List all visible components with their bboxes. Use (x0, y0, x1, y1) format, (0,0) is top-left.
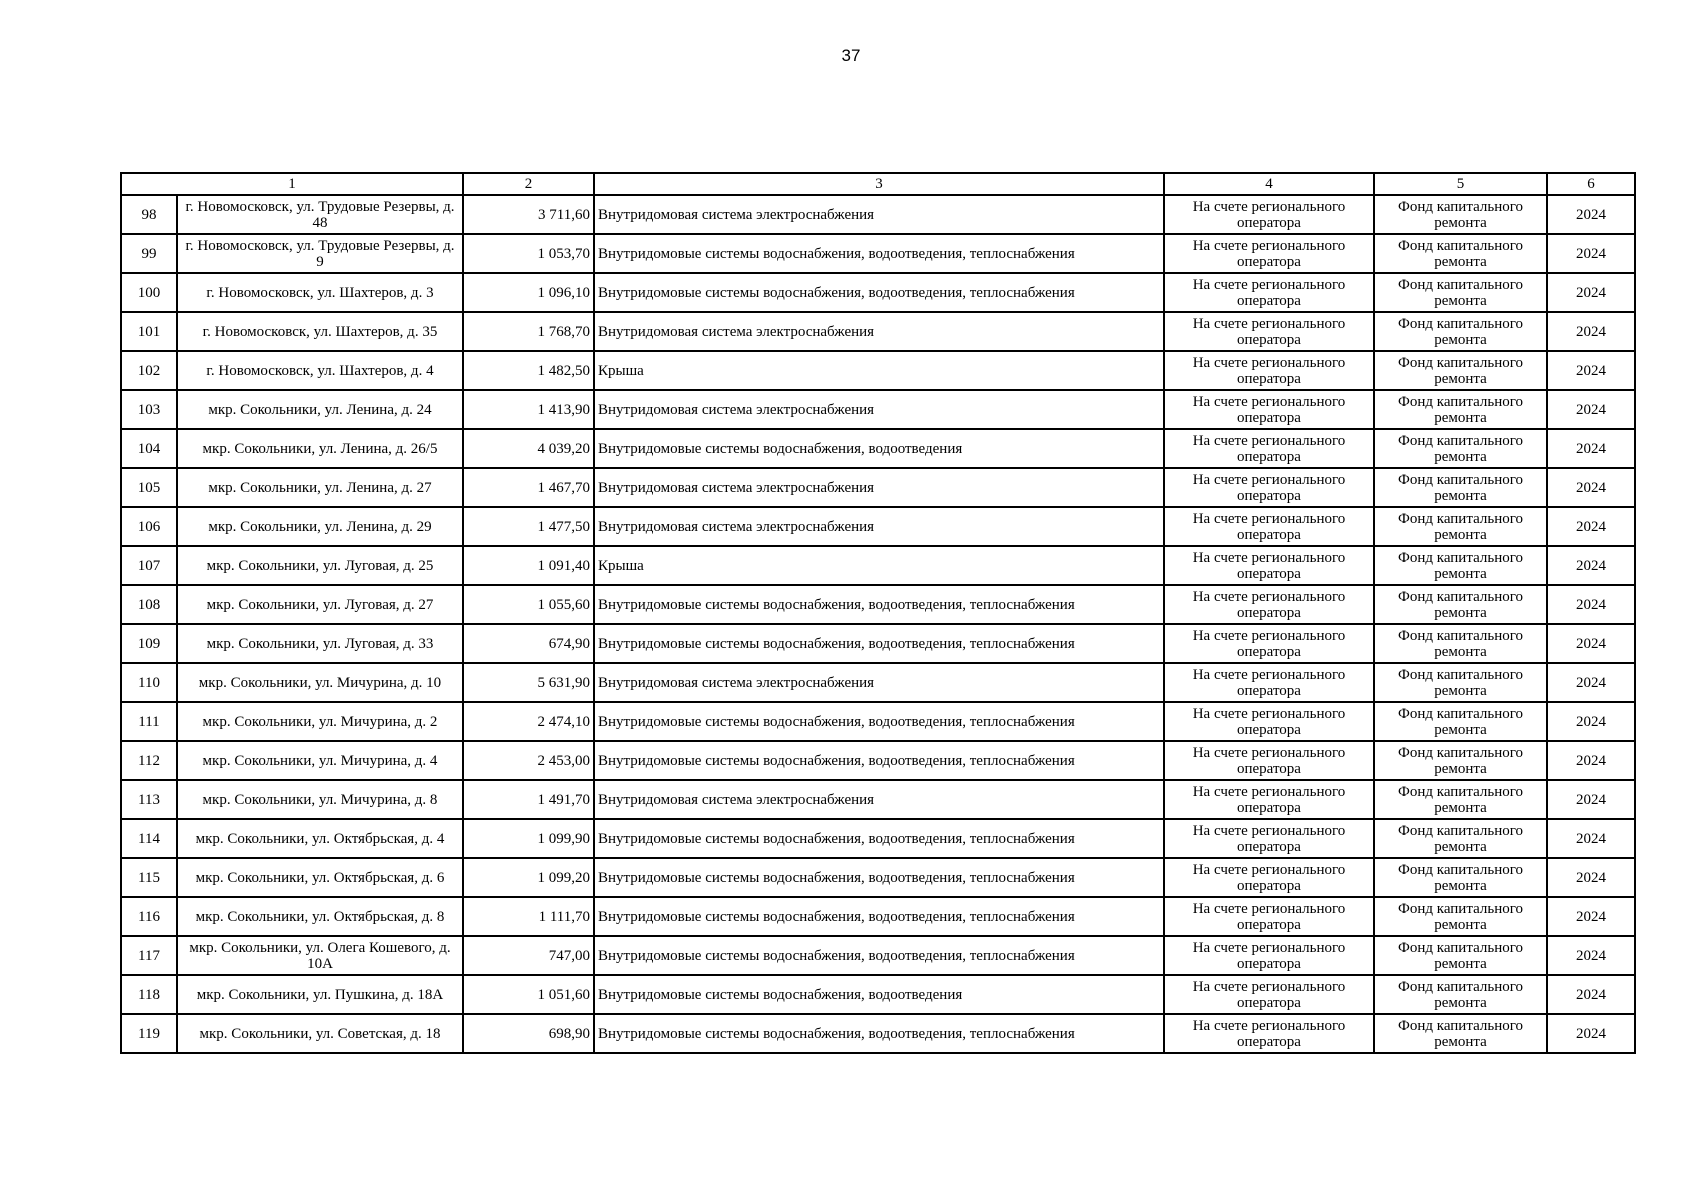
table-row (121, 858, 1635, 897)
row-number: 109 (121, 624, 177, 663)
address-cell: г. Новомосковск, ул. Трудовые Резервы, д. 9 (177, 234, 463, 273)
address-cell: мкр. Сокольники, ул. Луговая, д. 33 (177, 624, 463, 663)
area-cell: 1 091,40 (463, 546, 594, 585)
address-cell: мкр. Сокольники, ул. Ленина, д. 27 (177, 468, 463, 507)
row-number: 119 (121, 1014, 177, 1053)
work-type-cell: Внутридомовая система электроснабжения (594, 780, 1164, 819)
year-cell: 2024 (1547, 273, 1635, 312)
funding-source-cell: Фонд капитального ремонта (1374, 546, 1547, 585)
year-cell: 2024 (1547, 195, 1635, 234)
address-cell: мкр. Сокольники, ул. Ленина, д. 26/5 (177, 429, 463, 468)
year-cell: 2024 (1547, 312, 1635, 351)
year-cell: 2024 (1547, 1014, 1635, 1053)
row-number: 98 (121, 195, 177, 234)
table-row (121, 819, 1635, 858)
address-cell: мкр. Сокольники, ул. Пушкина, д. 18А (177, 975, 463, 1014)
year-cell: 2024 (1547, 936, 1635, 975)
row-number: 106 (121, 507, 177, 546)
year-cell: 2024 (1547, 975, 1635, 1014)
funding-source-cell: Фонд капитального ремонта (1374, 858, 1547, 897)
table-body (121, 173, 1635, 1053)
area-cell: 1 768,70 (463, 312, 594, 351)
area-cell: 747,00 (463, 936, 594, 975)
account-cell: На счете регионального оператора (1164, 780, 1374, 819)
table-row (121, 312, 1635, 351)
area-cell: 2 453,00 (463, 741, 594, 780)
year-cell: 2024 (1547, 624, 1635, 663)
account-cell: На счете регионального оператора (1164, 429, 1374, 468)
year-cell: 2024 (1547, 468, 1635, 507)
row-number: 105 (121, 468, 177, 507)
address-cell: мкр. Сокольники, ул. Советская, д. 18 (177, 1014, 463, 1053)
address-cell: мкр. Сокольники, ул. Октябрьская, д. 8 (177, 897, 463, 936)
row-number: 108 (121, 585, 177, 624)
address-cell: мкр. Сокольники, ул. Олега Кошевого, д. 10А (177, 936, 463, 975)
work-type-cell: Внутридомовая система электроснабжения (594, 390, 1164, 429)
work-type-cell: Внутридомовые системы водоснабжения, водоотведения (594, 975, 1164, 1014)
area-cell: 1 467,70 (463, 468, 594, 507)
account-cell: На счете регионального оператора (1164, 936, 1374, 975)
funding-source-cell: Фонд капитального ремонта (1374, 936, 1547, 975)
account-cell: На счете регионального оператора (1164, 819, 1374, 858)
work-type-cell: Внутридомовая система электроснабжения (594, 195, 1164, 234)
address-cell: мкр. Сокольники, ул. Мичурина, д. 4 (177, 741, 463, 780)
funding-source-cell: Фонд капитального ремонта (1374, 741, 1547, 780)
year-cell: 2024 (1547, 702, 1635, 741)
work-type-cell: Внутридомовые системы водоснабжения, водоотведения, теплоснабжения (594, 585, 1164, 624)
year-cell: 2024 (1547, 234, 1635, 273)
table-row (121, 702, 1635, 741)
year-cell: 2024 (1547, 585, 1635, 624)
funding-source-cell: Фонд капитального ремонта (1374, 429, 1547, 468)
table-row (121, 585, 1635, 624)
funding-source-cell: Фонд капитального ремонта (1374, 351, 1547, 390)
area-cell: 4 039,20 (463, 429, 594, 468)
page-number: 37 (841, 46, 861, 65)
work-type-cell: Внутридомовые системы водоснабжения, водоотведения, теплоснабжения (594, 1014, 1164, 1053)
row-number: 115 (121, 858, 177, 897)
area-cell: 1 053,70 (463, 234, 594, 273)
table-row (121, 507, 1635, 546)
funding-source-cell: Фонд капитального ремонта (1374, 390, 1547, 429)
area-cell: 5 631,90 (463, 663, 594, 702)
table-row (121, 390, 1635, 429)
account-cell: На счете регионального оператора (1164, 312, 1374, 351)
row-number: 113 (121, 780, 177, 819)
table-row (121, 195, 1635, 234)
year-cell: 2024 (1547, 741, 1635, 780)
work-type-cell: Внутридомовые системы водоснабжения, водоотведения, теплоснабжения (594, 897, 1164, 936)
table-row (121, 546, 1635, 585)
row-number: 99 (121, 234, 177, 273)
account-cell: На счете регионального оператора (1164, 546, 1374, 585)
address-cell: г. Новомосковск, ул. Шахтеров, д. 4 (177, 351, 463, 390)
work-type-cell: Внутридомовая система электроснабжения (594, 507, 1164, 546)
row-number: 116 (121, 897, 177, 936)
address-cell: г. Новомосковск, ул. Шахтеров, д. 3 (177, 273, 463, 312)
work-type-cell: Внутридомовые системы водоснабжения, водоотведения, теплоснабжения (594, 858, 1164, 897)
account-cell: На счете регионального оператора (1164, 195, 1374, 234)
account-cell: На счете регионального оператора (1164, 507, 1374, 546)
account-cell: На счете регионального оператора (1164, 390, 1374, 429)
table-row (121, 936, 1635, 975)
row-number: 107 (121, 546, 177, 585)
year-cell: 2024 (1547, 819, 1635, 858)
table-row (121, 234, 1635, 273)
account-cell: На счете регионального оператора (1164, 975, 1374, 1014)
area-cell: 3 711,60 (463, 195, 594, 234)
row-number: 104 (121, 429, 177, 468)
address-cell: мкр. Сокольники, ул. Ленина, д. 29 (177, 507, 463, 546)
area-cell: 698,90 (463, 1014, 594, 1053)
account-cell: На счете регионального оператора (1164, 1014, 1374, 1053)
work-type-cell: Внутридомовые системы водоснабжения, водоотведения, теплоснабжения (594, 273, 1164, 312)
area-cell: 1 055,60 (463, 585, 594, 624)
address-cell: мкр. Сокольники, ул. Мичурина, д. 10 (177, 663, 463, 702)
row-number: 112 (121, 741, 177, 780)
year-cell: 2024 (1547, 390, 1635, 429)
year-cell: 2024 (1547, 429, 1635, 468)
account-cell: На счете регионального оператора (1164, 702, 1374, 741)
account-cell: На счете регионального оператора (1164, 234, 1374, 273)
year-cell: 2024 (1547, 897, 1635, 936)
year-cell: 2024 (1547, 663, 1635, 702)
year-cell: 2024 (1547, 858, 1635, 897)
funding-source-cell: Фонд капитального ремонта (1374, 819, 1547, 858)
area-cell: 1 051,60 (463, 975, 594, 1014)
address-cell: мкр. Сокольники, ул. Мичурина, д. 2 (177, 702, 463, 741)
account-cell: На счете регионального оператора (1164, 858, 1374, 897)
funding-source-cell: Фонд капитального ремонта (1374, 585, 1547, 624)
header-cell-4: 4 (1164, 173, 1374, 195)
address-cell: г. Новомосковск, ул. Трудовые Резервы, д. 48 (177, 195, 463, 234)
address-cell: мкр. Сокольники, ул. Октябрьская, д. 4 (177, 819, 463, 858)
funding-source-cell: Фонд капитального ремонта (1374, 273, 1547, 312)
header-cell-2: 2 (463, 173, 594, 195)
address-cell: мкр. Сокольники, ул. Луговая, д. 25 (177, 546, 463, 585)
funding-source-cell: Фонд капитального ремонта (1374, 702, 1547, 741)
area-cell: 1 413,90 (463, 390, 594, 429)
area-cell: 1 477,50 (463, 507, 594, 546)
area-cell: 1 096,10 (463, 273, 594, 312)
account-cell: На счете регионального оператора (1164, 741, 1374, 780)
funding-source-cell: Фонд капитального ремонта (1374, 468, 1547, 507)
address-cell: г. Новомосковск, ул. Шахтеров, д. 35 (177, 312, 463, 351)
repair-register-table (120, 172, 1636, 1054)
account-cell: На счете регионального оператора (1164, 273, 1374, 312)
area-cell: 1 099,90 (463, 819, 594, 858)
header-cell-1: 1 (121, 173, 463, 195)
account-cell: На счете регионального оператора (1164, 624, 1374, 663)
table-row (121, 468, 1635, 507)
funding-source-cell: Фонд капитального ремонта (1374, 897, 1547, 936)
funding-source-cell: Фонд капитального ремонта (1374, 195, 1547, 234)
area-cell: 1 111,70 (463, 897, 594, 936)
year-cell: 2024 (1547, 546, 1635, 585)
table-row (121, 975, 1635, 1014)
row-number: 110 (121, 663, 177, 702)
table-row (121, 1014, 1635, 1053)
funding-source-cell: Фонд капитального ремонта (1374, 975, 1547, 1014)
work-type-cell: Внутридомовые системы водоснабжения, водоотведения, теплоснабжения (594, 234, 1164, 273)
table-row (121, 624, 1635, 663)
row-number: 111 (121, 702, 177, 741)
work-type-cell: Крыша (594, 546, 1164, 585)
account-cell: На счете регионального оператора (1164, 663, 1374, 702)
work-type-cell: Внутридомовые системы водоснабжения, водоотведения, теплоснабжения (594, 702, 1164, 741)
row-number: 114 (121, 819, 177, 858)
table-row (121, 273, 1635, 312)
funding-source-cell: Фонд капитального ремонта (1374, 780, 1547, 819)
table-row (121, 897, 1635, 936)
work-type-cell: Внутридомовые системы водоснабжения, водоотведения, теплоснабжения (594, 741, 1164, 780)
area-cell: 1 491,70 (463, 780, 594, 819)
work-type-cell: Внутридомовые системы водоснабжения, водоотведения, теплоснабжения (594, 624, 1164, 663)
header-cell-6: 6 (1547, 173, 1635, 195)
year-cell: 2024 (1547, 507, 1635, 546)
work-type-cell: Внутридомовая система электроснабжения (594, 663, 1164, 702)
funding-source-cell: Фонд капитального ремонта (1374, 312, 1547, 351)
account-cell: На счете регионального оператора (1164, 351, 1374, 390)
area-cell: 674,90 (463, 624, 594, 663)
table-row (121, 429, 1635, 468)
funding-source-cell: Фонд капитального ремонта (1374, 507, 1547, 546)
account-cell: На счете регионального оператора (1164, 468, 1374, 507)
address-cell: мкр. Сокольники, ул. Ленина, д. 24 (177, 390, 463, 429)
work-type-cell: Крыша (594, 351, 1164, 390)
work-type-cell: Внутридомовые системы водоснабжения, водоотведения (594, 429, 1164, 468)
row-number: 101 (121, 312, 177, 351)
row-number: 103 (121, 390, 177, 429)
account-cell: На счете регионального оператора (1164, 585, 1374, 624)
work-type-cell: Внутридомовые системы водоснабжения, водоотведения, теплоснабжения (594, 819, 1164, 858)
funding-source-cell: Фонд капитального ремонта (1374, 624, 1547, 663)
account-cell: На счете регионального оператора (1164, 897, 1374, 936)
header-cell-3: 3 (594, 173, 1164, 195)
work-type-cell: Внутридомовые системы водоснабжения, водоотведения, теплоснабжения (594, 936, 1164, 975)
year-cell: 2024 (1547, 351, 1635, 390)
funding-source-cell: Фонд капитального ремонта (1374, 1014, 1547, 1053)
row-number: 100 (121, 273, 177, 312)
area-cell: 1 099,20 (463, 858, 594, 897)
funding-source-cell: Фонд капитального ремонта (1374, 663, 1547, 702)
table-row (121, 741, 1635, 780)
year-cell: 2024 (1547, 780, 1635, 819)
funding-source-cell: Фонд капитального ремонта (1374, 234, 1547, 273)
area-cell: 2 474,10 (463, 702, 594, 741)
table-row (121, 663, 1635, 702)
row-number: 117 (121, 936, 177, 975)
address-cell: мкр. Сокольники, ул. Мичурина, д. 8 (177, 780, 463, 819)
row-number: 118 (121, 975, 177, 1014)
table-row (121, 351, 1635, 390)
table-row (121, 780, 1635, 819)
row-number: 102 (121, 351, 177, 390)
address-cell: мкр. Сокольники, ул. Луговая, д. 27 (177, 585, 463, 624)
work-type-cell: Внутридомовая система электроснабжения (594, 468, 1164, 507)
area-cell: 1 482,50 (463, 351, 594, 390)
header-cell-5: 5 (1374, 173, 1547, 195)
work-type-cell: Внутридомовая система электроснабжения (594, 312, 1164, 351)
address-cell: мкр. Сокольники, ул. Октябрьская, д. 6 (177, 858, 463, 897)
header-row (121, 173, 1635, 195)
